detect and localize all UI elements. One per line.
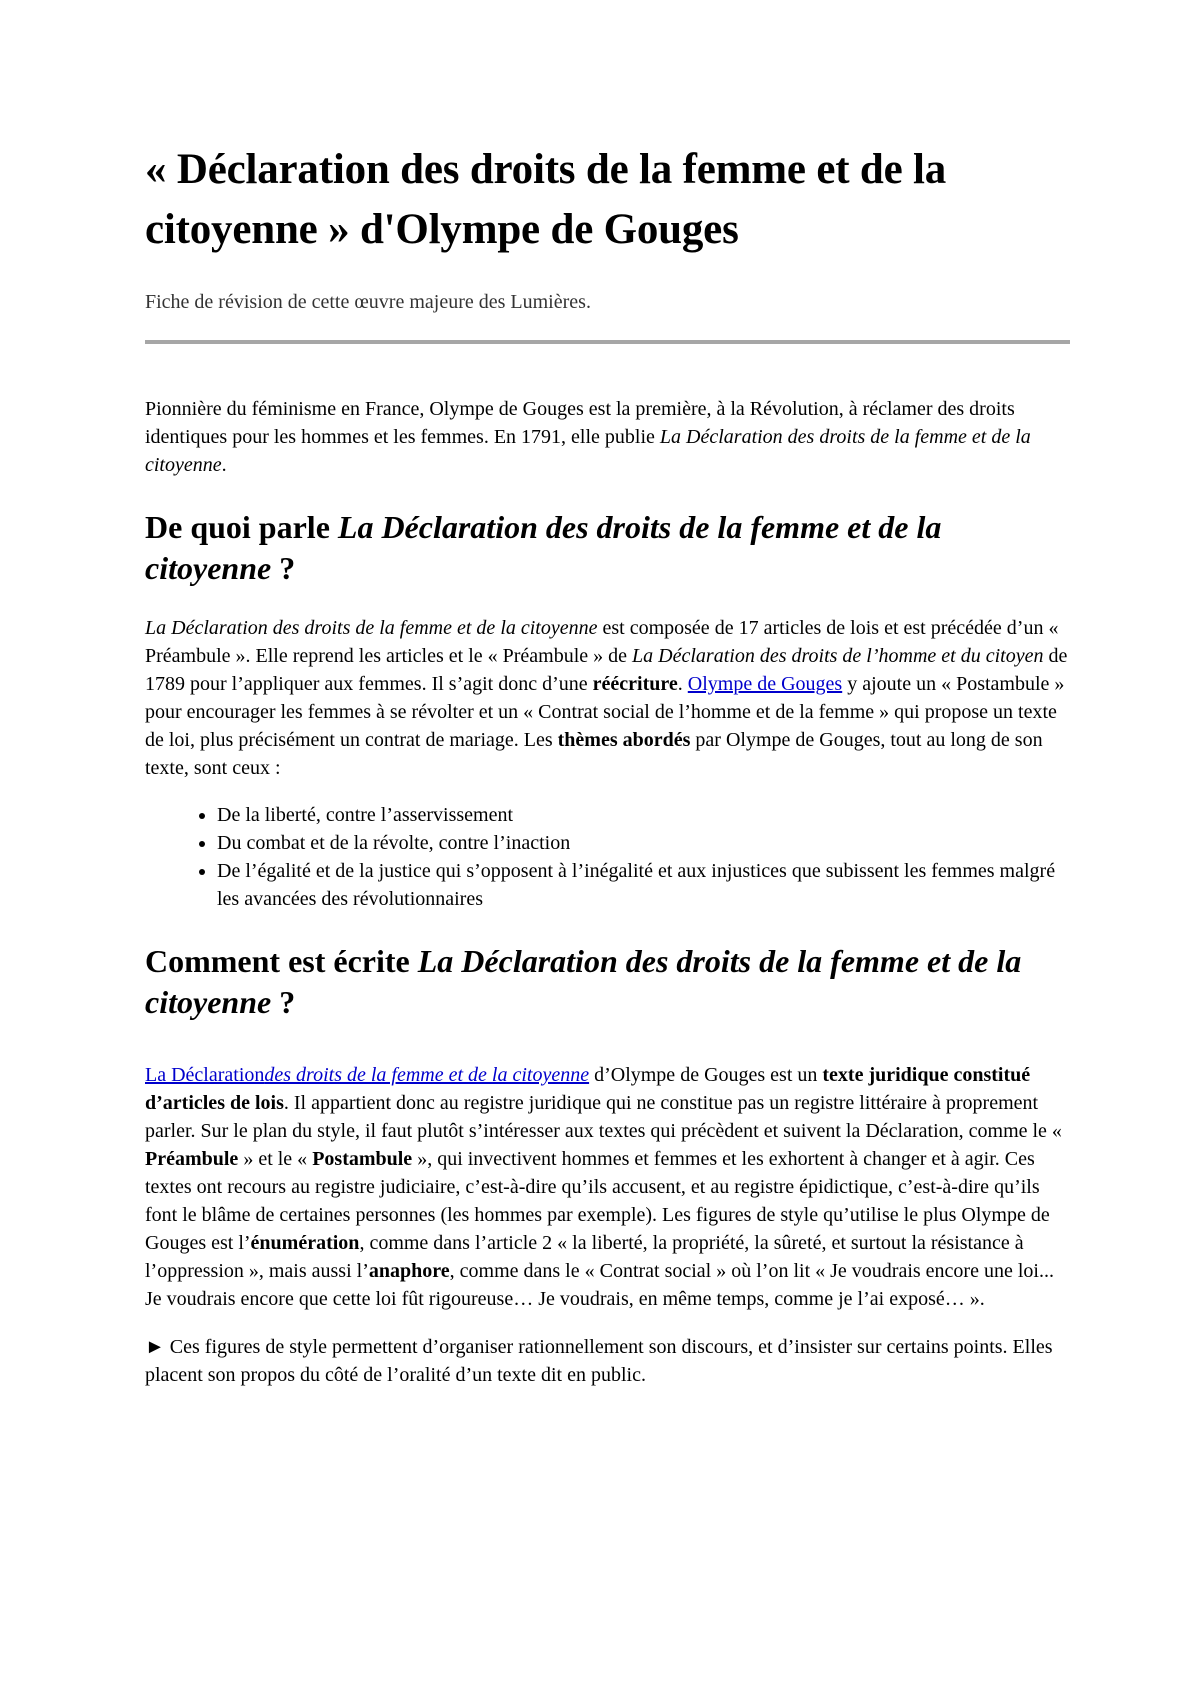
subject-paragraph: La Déclaration des droits de la femme et de la citoyenne est composée de 17 articles de lois et est précédée d’un « Préambule ». Elle reprend les articles et le « Préambule » de La Déclaration des droits de l’homme et du citoyen de 1789 pour l’appliquer aux femmes. Il s’agit donc d’une réécriture. Olympe de Gouges y ajoute un « Postambule » pour encourager les femmes à se révolter et un « Contrat social de l’homme et de la femme » qui propose un texte de loi, plus précisément un contrat de mariage. Les thèmes abordés par Olympe de Gouges, tout au long de son texte, sont ceux : xyxy=(145,617,1068,779)
section-heading-subject: De quoi parle La Déclaration des droits de la femme et de la citoyenne ? xyxy=(145,509,942,586)
declaration-link[interactable]: La Déclarationdes droits de la femme et de la citoyenne xyxy=(145,1064,590,1086)
keyword-reecriture: réécriture xyxy=(592,673,678,695)
list-item: • De l’égalité et de la justice qui s’opposent à l’inégalité et aux injustices que subissent les femmes malgré les avancées des révolutionnaires xyxy=(217,857,1070,913)
page-title: « Déclaration des droits de la femme et de la citoyenne » d'Olympe de Gouges xyxy=(145,146,947,253)
conclusion-paragraph: ► Ces figures de style permettent d’organiser rationnellement son discours, et d’insister sur certains points. Elles placent son propos du côté de l’oralité d’un texte dit en public. xyxy=(145,1336,1053,1386)
intro-italic-title: La Déclaration des droits de la femme et de la citoyenne xyxy=(145,426,1031,476)
olympe-de-gouges-link[interactable]: Olympe de Gouges xyxy=(687,673,843,695)
style-paragraph: La Déclarationdes droits de la femme et de la citoyenne d’Olympe de Gouges est un texte juridique constitué d’articles de lois. Il appartient donc au registre juridique qui ne constitue pas un registre littéraire à proprement parler. Sur le plan du style, il faut plutôt s’intéresser aux textes qui précèdent et suivent la Déclaration, comme le « Préambule » et le « Postambule », qui invectivent hommes et femmes et les exhortent à changer et à agir. Ces textes ont recours au registre judiciaire, c’est-à-dire qu’ils accusent, et au registre épidictique, c’est-à-dire qu’ils font le blâme de certaines personnes (les hommes par exemple). Les figures de style qu’utilise le plus Olympe de Gouges est l’énumération, comme dans l’article 2 « la liberté, la propriété, la sûreté, et surtout la résistance à l’oppression », mais aussi l’anaphore, comme dans le « Contrat social » où l’on lit « Je voudrais encore une loi... Je voudrais encore que cette loi fût rigoureuse… Je voudrais, en même temps, comme je l’ai exposé… ». xyxy=(145,1064,1062,1310)
section-heading-style: Comment est écrite La Déclaration des droits de la femme et de la citoyenne ? xyxy=(145,943,1022,1020)
keyword-themes: thèmes abordés xyxy=(557,729,691,751)
horizontal-divider xyxy=(145,340,1070,344)
page-subtitle: Fiche de révision de cette œuvre majeure des Lumières. xyxy=(145,291,591,313)
intro-paragraph: Pionnière du féminisme en France, Olympe de Gouges est la première, à la Révolution, à réclamer des droits identiques pour les hommes et les femmes. En 1791, elle publie La Déclaration des droits de la femme et de la citoyenne. xyxy=(145,398,1031,476)
intro-text: Pionnière du féminisme en France, Olympe de Gouges est la première, à la Révolution, à réclamer des droits identiques pour les hommes et les femmes. En 1791, elle publie xyxy=(145,398,1015,448)
list-item: • De la liberté, contre l’asservissement xyxy=(217,801,1070,829)
themes-list xyxy=(145,801,1070,913)
triangle-pointer-icon: ► xyxy=(145,1336,165,1358)
list-item: • Du combat et de la révolte, contre l’inaction xyxy=(217,829,1070,857)
